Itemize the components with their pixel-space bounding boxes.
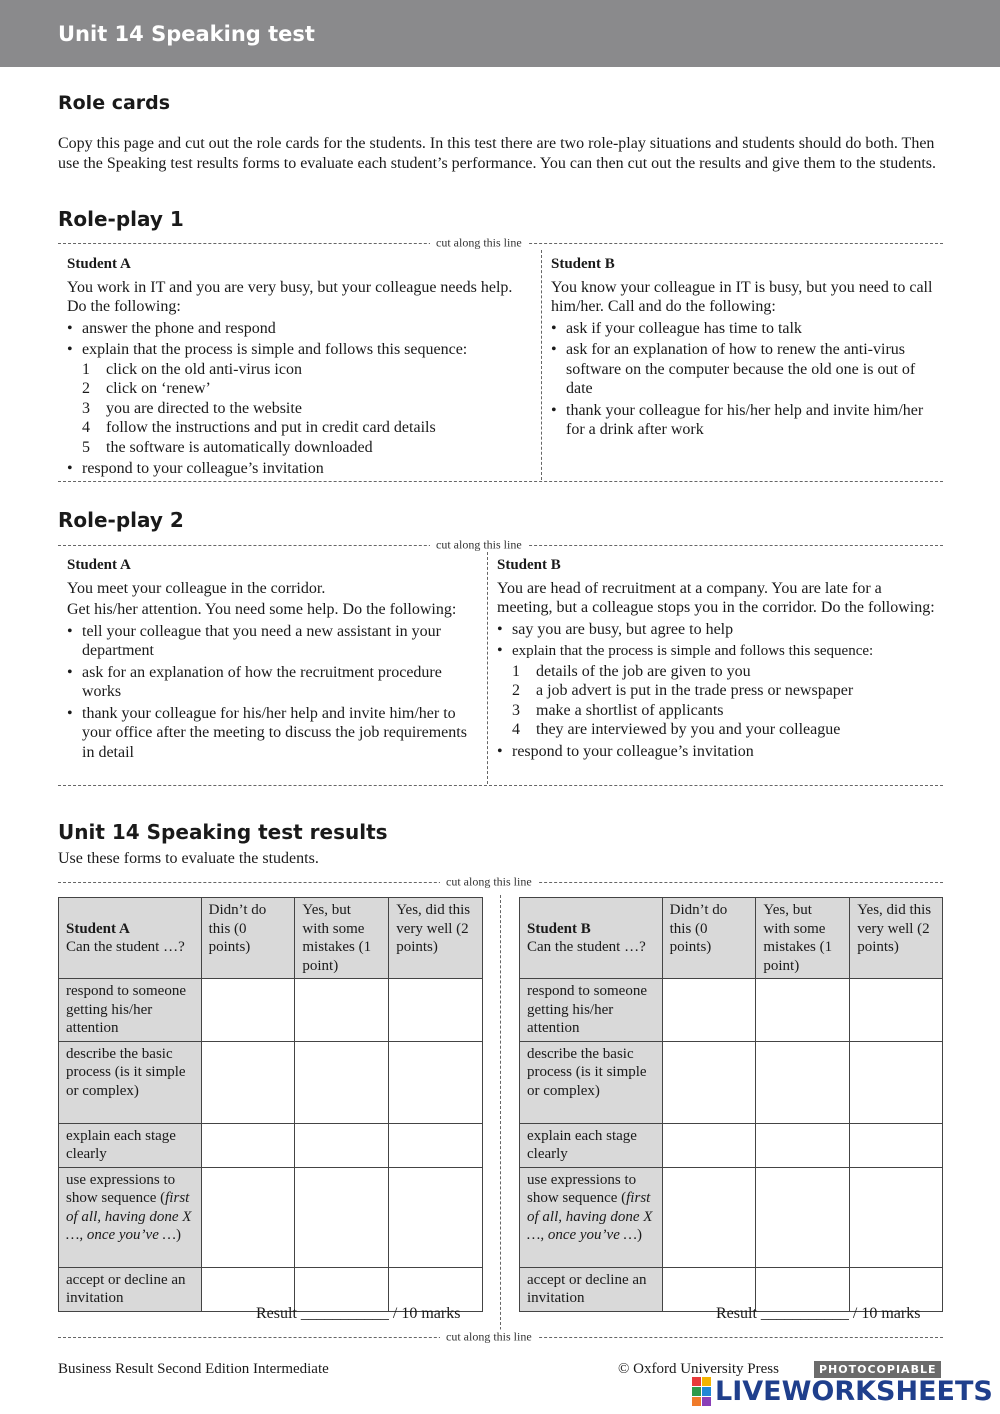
criterion-cell: describe the basic process (is it simple or complex): [520, 1041, 663, 1123]
table-header-student: Student A Can the student …?: [59, 898, 202, 979]
cut-line: [58, 481, 943, 482]
sequence-step: 5 the software is automatically downloaded: [82, 438, 373, 456]
criterion-cell: respond to someone getting his/her attention: [59, 979, 202, 1042]
criterion-cell: use expressions to show sequence (first of all, having done X …, once you’ve …): [520, 1167, 663, 1267]
form-divider: [500, 895, 501, 1330]
sequence-step: 1 details of the job are given to you: [512, 662, 751, 680]
roleplay1-student-b-card: [551, 255, 936, 440]
roleplay2-student-b-card: [497, 556, 937, 761]
page-title: Unit 14 Speaking test: [58, 22, 315, 46]
criterion-cell: describe the basic process (is it simple or complex): [59, 1041, 202, 1123]
column-header-mistakes: Yes, but with some mistakes (1 point): [756, 898, 850, 979]
score-cell[interactable]: [295, 1041, 389, 1123]
sequence-step: 4 follow the instructions and put in credit card details: [82, 419, 436, 436]
criterion-cell: explain each stage clearly: [520, 1123, 663, 1167]
column-header-well: Yes, did this very well (2 points): [389, 898, 483, 979]
result-line-b: Result ___________ / 10 marks: [716, 1305, 921, 1322]
roleplay1-student-a-card: [67, 255, 532, 479]
card-bullet: • ask for an explanation of how the recruitment procedure works: [67, 663, 472, 702]
card-bullet: • respond to your colleague’s invitation: [67, 459, 532, 479]
score-cell[interactable]: [201, 979, 295, 1042]
card-bullet: • ask for an explanation of how to renew the anti-virus software on the computer because the old one is out of date: [551, 340, 936, 399]
criterion-cell: explain each stage clearly: [59, 1123, 202, 1167]
results-heading: Unit 14 Speaking test results: [58, 820, 388, 844]
cut-label: cut along this line: [440, 875, 538, 890]
card-text: You meet your colleague in the corridor.: [67, 579, 326, 597]
liveworksheets-wordmark: LIVEWORKSHEETS: [715, 1376, 993, 1407]
score-cell[interactable]: [756, 1041, 850, 1123]
column-header-didnt: Didn’t do this (0 points): [662, 898, 756, 979]
card-student-label: Student A: [67, 256, 131, 272]
cut-label: cut along this line: [430, 538, 528, 553]
photocopiable-badge: PHOTOCOPIABLE: [814, 1361, 941, 1378]
criterion-cell: accept or decline an invitation: [520, 1267, 663, 1311]
card-intro: You work in IT and you are very busy, but your colleague needs help. Do the following:: [67, 278, 513, 315]
table-header-student: Student B Can the student …?: [520, 898, 663, 979]
score-cell[interactable]: [662, 979, 756, 1042]
card-bullet: • thank your colleague for his/her help and invite him/her to your office after the meeting to discuss the job requirements in detail: [67, 704, 472, 763]
card-bullet: [67, 340, 532, 457]
column-header-well: Yes, did this very well (2 points): [850, 898, 943, 979]
card-intro: You know your colleague in IT is busy, but you need to call him/her. Call and do the following:: [551, 278, 933, 315]
role-cards-heading: Role cards: [58, 92, 171, 114]
score-cell[interactable]: [389, 1167, 483, 1267]
column-header-mistakes: Yes, but with some mistakes (1 point): [295, 898, 389, 979]
sequence-step: 3 make a shortlist of applicants: [512, 701, 724, 719]
score-cell[interactable]: [201, 1167, 295, 1267]
card-student-label: Student B: [497, 557, 561, 573]
results-table-student-a: [58, 897, 483, 1312]
card-divider: [541, 250, 542, 480]
card-text: Get his/her attention. You need some help. Do the following:: [67, 601, 457, 618]
card-bullet: [497, 641, 937, 740]
card-student-label: Student A: [67, 557, 131, 573]
score-cell[interactable]: [850, 979, 943, 1042]
score-cell[interactable]: [850, 1041, 943, 1123]
card-bullet: • tell your colleague that you need a new assistant in your department: [67, 622, 472, 661]
card-intro: You are head of recruitment at a company. You are late for a meeting, but a colleague stops you in the corridor. Do the following:: [497, 579, 935, 616]
score-cell[interactable]: [850, 1123, 943, 1167]
score-cell[interactable]: [295, 1123, 389, 1167]
card-bullet-text: explain that the process is simple and follows this sequence:: [512, 643, 874, 659]
sequence-step: 3 you are directed to the website: [82, 399, 302, 417]
score-cell[interactable]: [389, 1123, 483, 1167]
roleplay1-heading: Role-play 1: [58, 207, 184, 231]
cut-label: cut along this line: [440, 1330, 538, 1345]
card-bullet: • say you are busy, but agree to help: [497, 620, 937, 640]
score-cell[interactable]: [756, 979, 850, 1042]
sequence-step: 2 a job advert is put in the trade press or newspaper: [512, 682, 854, 699]
cut-line: [58, 785, 943, 786]
score-cell[interactable]: [295, 979, 389, 1042]
roleplay2-student-a-card: [67, 556, 472, 762]
sequence-step: 4 they are interviewed by you and your colleague: [512, 721, 841, 738]
card-bullet: • answer the phone and respond: [67, 319, 532, 339]
footer-copyright: © Oxford University Press: [618, 1361, 779, 1377]
score-cell[interactable]: [850, 1167, 943, 1267]
score-cell[interactable]: [201, 1041, 295, 1123]
score-cell[interactable]: [662, 1041, 756, 1123]
criterion-cell: use expressions to show sequence (first of all, having done X …, once you’ve …): [59, 1167, 202, 1267]
card-bullet: • respond to your colleague’s invitation: [497, 742, 937, 762]
column-header-didnt: Didn’t do this (0 points): [201, 898, 295, 979]
sequence-step: 2 click on ‘renew’: [82, 380, 211, 397]
card-bullet-text: explain that the process is simple and follows this sequence:: [82, 341, 468, 358]
results-subtitle: Use these forms to evaluate the students.: [58, 850, 319, 867]
criterion-cell: respond to someone getting his/her attention: [520, 979, 663, 1042]
cut-label: cut along this line: [430, 236, 528, 251]
score-cell[interactable]: [389, 1041, 483, 1123]
card-divider: [487, 552, 488, 784]
intro-paragraph: Copy this page and cut out the role cards for the students. In this test there are two role-play situations and students should do both. Then use the Speaking test results forms to evaluate each student’s performance. You can then cut out the results and give them to the students.: [58, 135, 937, 172]
liveworksheets-logo[interactable]: [692, 1376, 993, 1407]
card-bullet: • thank your colleague for his/her help and invite him/her for a drink after work: [551, 401, 936, 440]
score-cell[interactable]: [662, 1123, 756, 1167]
score-cell[interactable]: [756, 1123, 850, 1167]
score-cell[interactable]: [201, 1123, 295, 1167]
score-cell[interactable]: [295, 1167, 389, 1267]
results-table-student-b: [519, 897, 943, 1312]
card-student-label: Student B: [551, 256, 615, 272]
result-line-a: Result ___________ / 10 marks: [256, 1305, 461, 1322]
score-cell[interactable]: [389, 979, 483, 1042]
score-cell[interactable]: [756, 1167, 850, 1267]
liveworksheets-icon: [692, 1377, 711, 1406]
score-cell[interactable]: [662, 1167, 756, 1267]
roleplay2-heading: Role-play 2: [58, 508, 184, 532]
card-bullet: • ask if your colleague has time to talk: [551, 319, 936, 339]
sequence-step: 1 click on the old anti-virus icon: [82, 360, 302, 378]
footer-book-title: Business Result Second Edition Intermediate: [58, 1361, 329, 1377]
criterion-cell: accept or decline an invitation: [59, 1267, 202, 1311]
